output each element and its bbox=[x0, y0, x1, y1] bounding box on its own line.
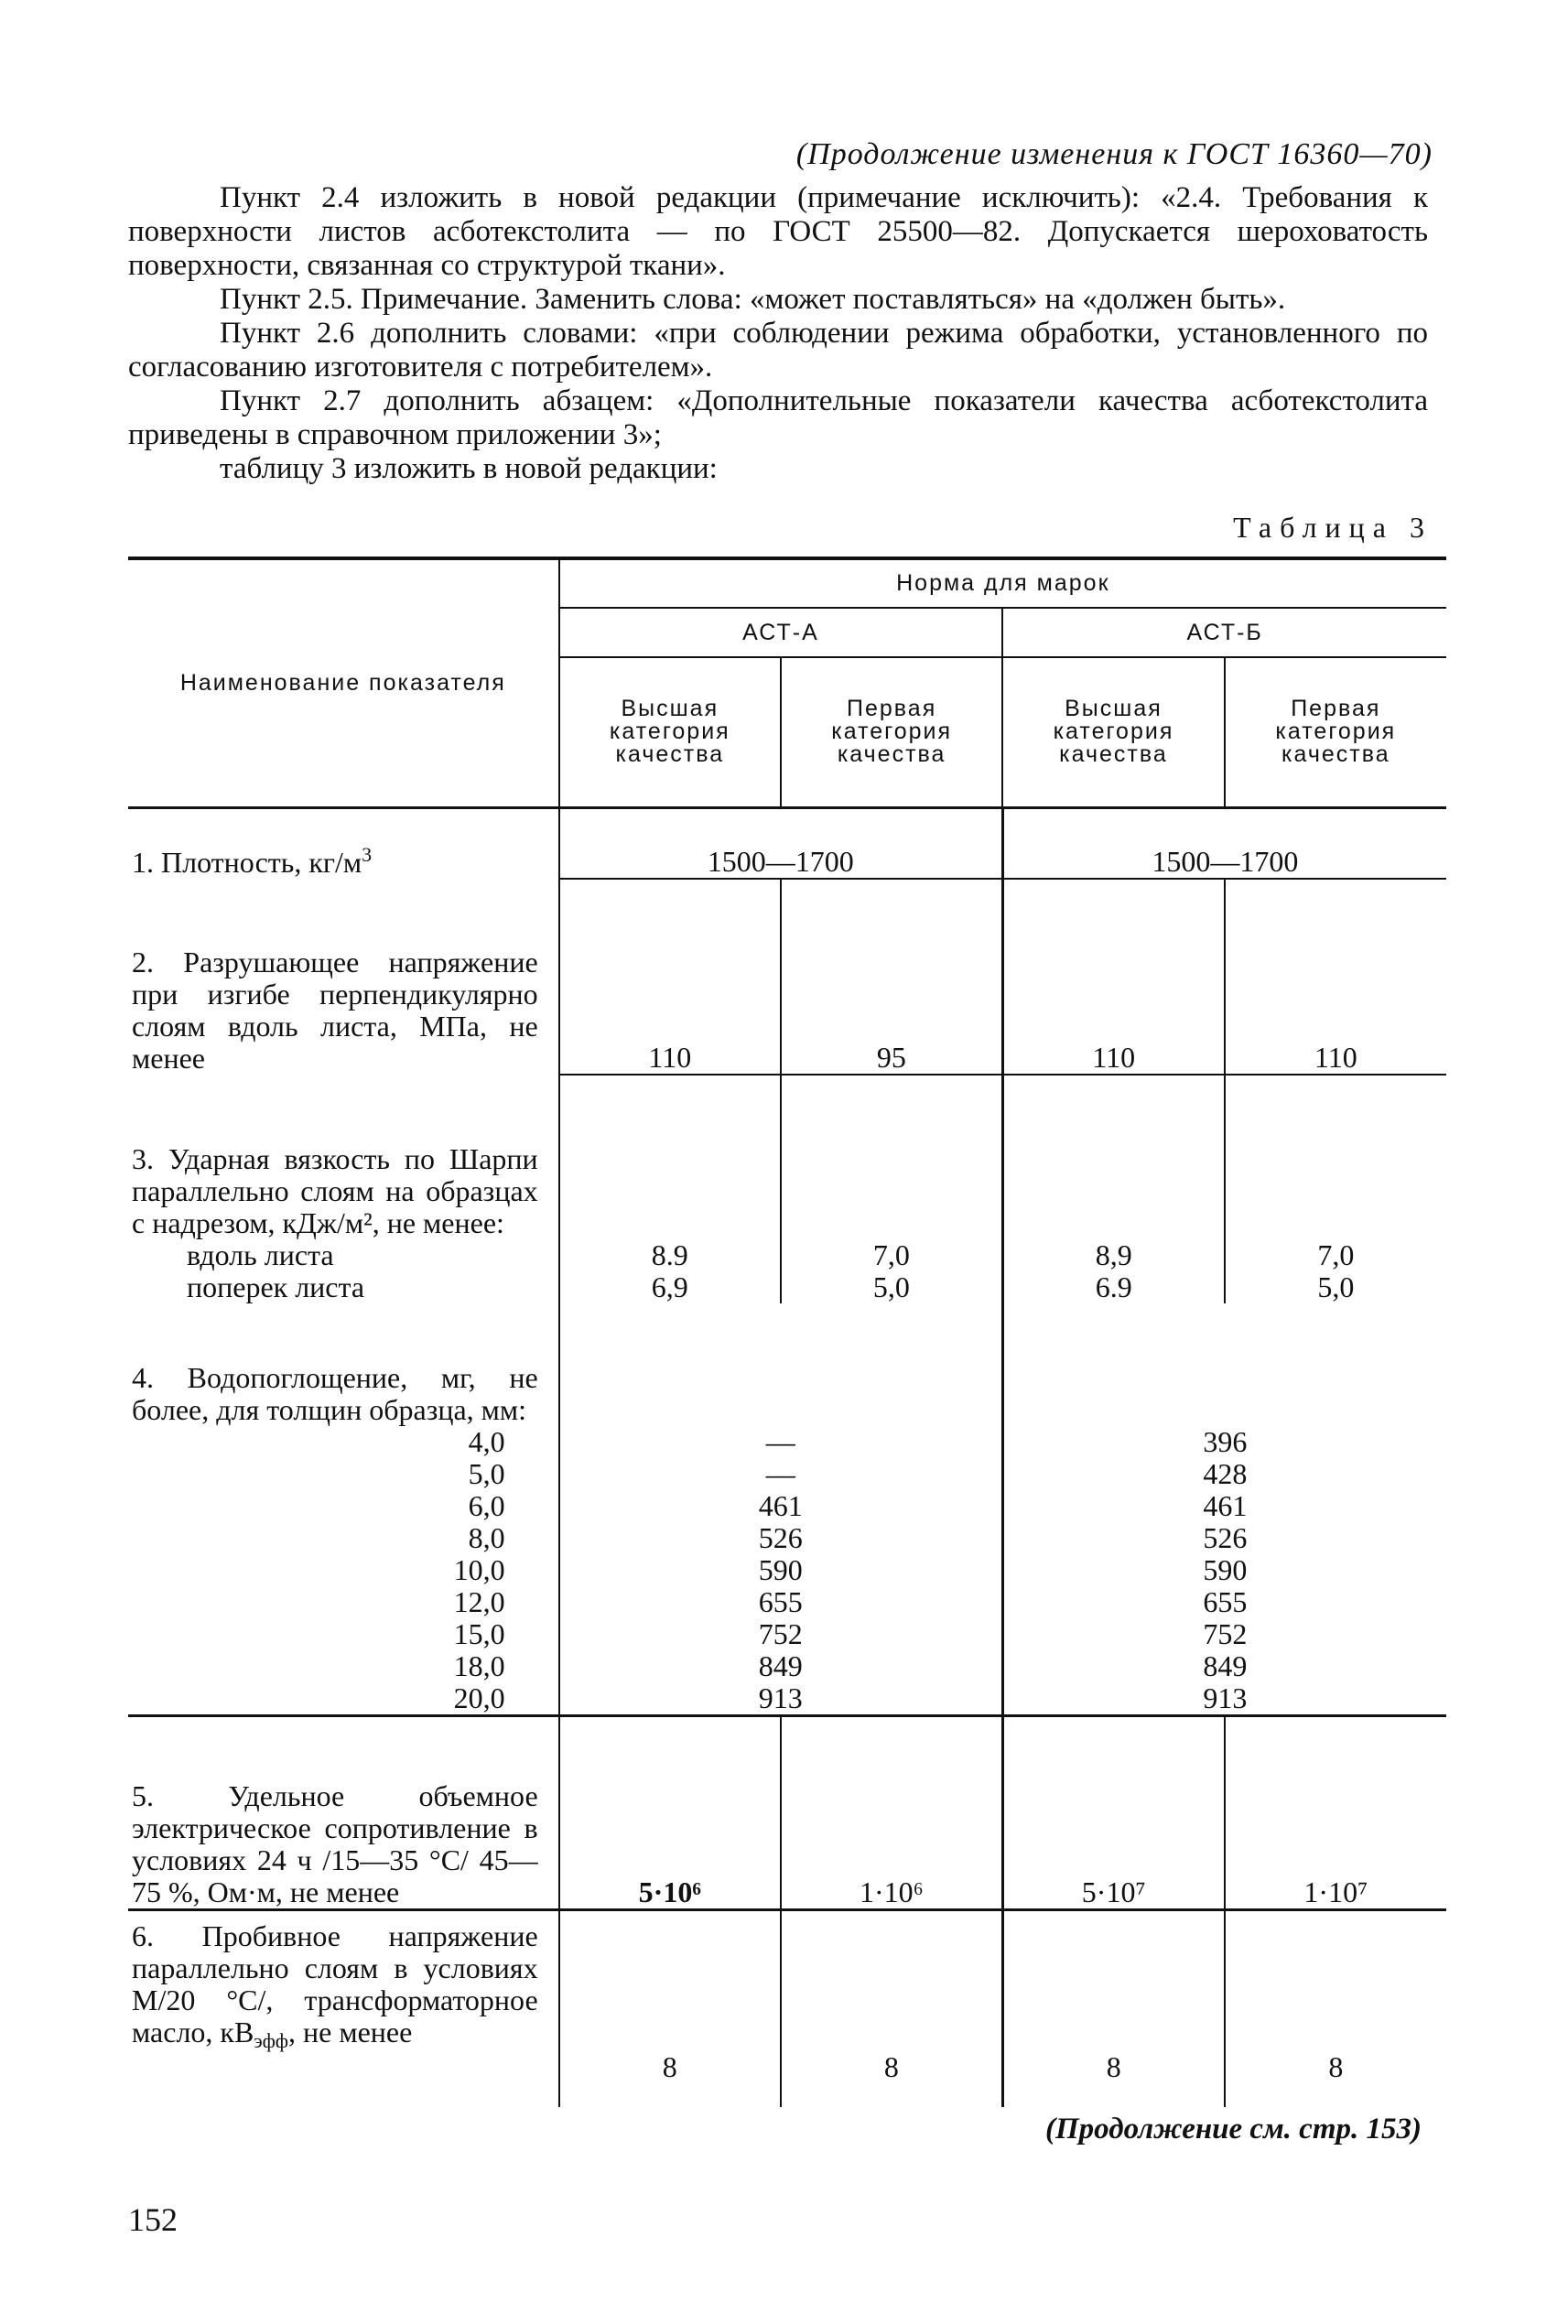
page-header: (Продолжение изменения к ГОСТ 16360—70) bbox=[795, 137, 1433, 171]
a-first-header: Первая категория качества bbox=[781, 657, 1002, 807]
row-3-b-first: 7,0 5,0 bbox=[1225, 1075, 1446, 1303]
table-label: Таблица 3 bbox=[1233, 511, 1433, 544]
b-first-header: Первая категория качества bbox=[1225, 657, 1446, 807]
row-1-name: 1. Плотность, $кг/м^3$ bbox=[132, 843, 373, 879]
row-4-ast-a: — — 461 526 590 655 752 849 913 bbox=[559, 1303, 1003, 1715]
row-2-b-first: 110 bbox=[1225, 879, 1446, 1075]
row-6-name: 6. Пробивное напряжение параллельно слоям в условиях М/20 °С/, трансформаторное масло, кВэфф, не менее bbox=[132, 1919, 538, 2052]
row-4-thickness: 20,0 bbox=[453, 1681, 505, 1714]
row-3-sub-across: поперек листа bbox=[187, 1270, 365, 1303]
row-6-a-high: 8 bbox=[559, 1909, 781, 2107]
row-1-ast-b: 1500—1700 bbox=[1002, 807, 1446, 879]
row-2-name: 2. Разрушающее напряжение при изгибе перпендикулярно слоям вдоль листа, МПа, не менее bbox=[132, 946, 538, 1075]
paragraph-2-4: Пункт 2.4 изложить в новой редакции (примечание исключить): «2.4. Требования к поверхности листов асботекстолита — по ГОСТ 25500—82. Допускается шероховатость поверхности, связанная со структурой ткани». bbox=[128, 181, 1428, 282]
row-3-sub-along: вдоль листа bbox=[187, 1238, 334, 1271]
row-6-b-high: 8 bbox=[1002, 1909, 1224, 2107]
row-5-b-first: 1·10⁷ bbox=[1225, 1715, 1446, 1909]
paragraph-2-6: Пункт 2.6 дополнить словами: «при соблюдении режима обработки, установленного по согласованию изготовителя с потребителем». bbox=[128, 317, 1428, 384]
row-2-b-high: 110 bbox=[1002, 879, 1224, 1075]
row-6-a-first: 8 bbox=[781, 1909, 1002, 2107]
row-4-thickness: 8,0 bbox=[468, 1520, 505, 1554]
row-2-a-high: 110 bbox=[559, 879, 781, 1075]
paragraph-table-3: таблицу 3 изложить в новой редакции: bbox=[220, 452, 718, 485]
row-3-name: 3. Ударная вязкость по Шарпи параллельно слоям на образцах с надрезом, кДж/м², не менее: вдоль листа поперек листа bbox=[132, 1142, 538, 1303]
row-4-thickness: 6,0 bbox=[468, 1488, 505, 1522]
table-3 bbox=[128, 557, 1446, 2107]
row-3-a-first: 7,0 5,0 bbox=[781, 1075, 1002, 1303]
b-high-header: Высшая категория качества bbox=[1002, 657, 1224, 807]
a-high-header: Высшая категория качества bbox=[559, 657, 781, 807]
paragraph-2-5: Пункт 2.5. Примечание. Заменить слова: «может поставляться» на «должен быть». bbox=[220, 283, 1286, 316]
brand-a-header: АСТ-А bbox=[559, 608, 1003, 657]
row-1-ast-a: 1500—1700 bbox=[559, 807, 1003, 879]
row-5-name: 5. Удельное объемное электрическое сопротивление в условиях 24 ч /15—35 °С/ 45—75 %, Ом·м, не менее bbox=[128, 1715, 559, 1909]
row-4-thickness: 12,0 bbox=[453, 1584, 505, 1618]
page-number: 152 bbox=[128, 2201, 178, 2238]
row-6-b-first: 8 bbox=[1225, 1909, 1446, 2107]
row-4-thickness: 18,0 bbox=[453, 1648, 505, 1682]
amendment-text bbox=[128, 181, 1428, 486]
row-4-thickness: 5,0 bbox=[468, 1456, 505, 1490]
row-5-b-high: 5·10⁷ bbox=[1002, 1715, 1224, 1909]
col-header-name: Наименование показателя bbox=[128, 558, 559, 807]
paragraph-2-7: Пункт 2.7 дополнить абзацем: «Дополнительные показатели качества асботекстолита приведены в справочном приложении 3»; bbox=[128, 384, 1428, 451]
row-4-thickness: 4,0 bbox=[468, 1424, 505, 1458]
continuation-note: (Продолжение см. стр. 153) bbox=[1045, 2113, 1422, 2146]
row-4-name: 4. Водопоглощение, мг, не более, для толщин образца, мм: 4,0 5,0 6,0 8,0 10,0 12,0 15,0 18,0 20,0 bbox=[128, 1303, 559, 1715]
row-5-a-first: 1·10⁶ bbox=[781, 1715, 1002, 1909]
row-4-ast-b: 396 428 461 526 590 655 752 849 913 bbox=[1002, 1303, 1446, 1715]
row-3-a-high: 8.9 6,9 bbox=[559, 1075, 781, 1303]
row-5-a-high: 5·10⁶ bbox=[559, 1715, 781, 1909]
row-3-b-high: 8,9 6.9 bbox=[1002, 1075, 1224, 1303]
norm-header: Норма для марок bbox=[559, 558, 1446, 608]
row-2-a-first: 95 bbox=[781, 879, 1002, 1075]
row-4-thickness: 10,0 bbox=[453, 1552, 505, 1586]
brand-b-header: АСТ-Б bbox=[1002, 608, 1446, 657]
row-4-thickness: 15,0 bbox=[453, 1616, 505, 1650]
